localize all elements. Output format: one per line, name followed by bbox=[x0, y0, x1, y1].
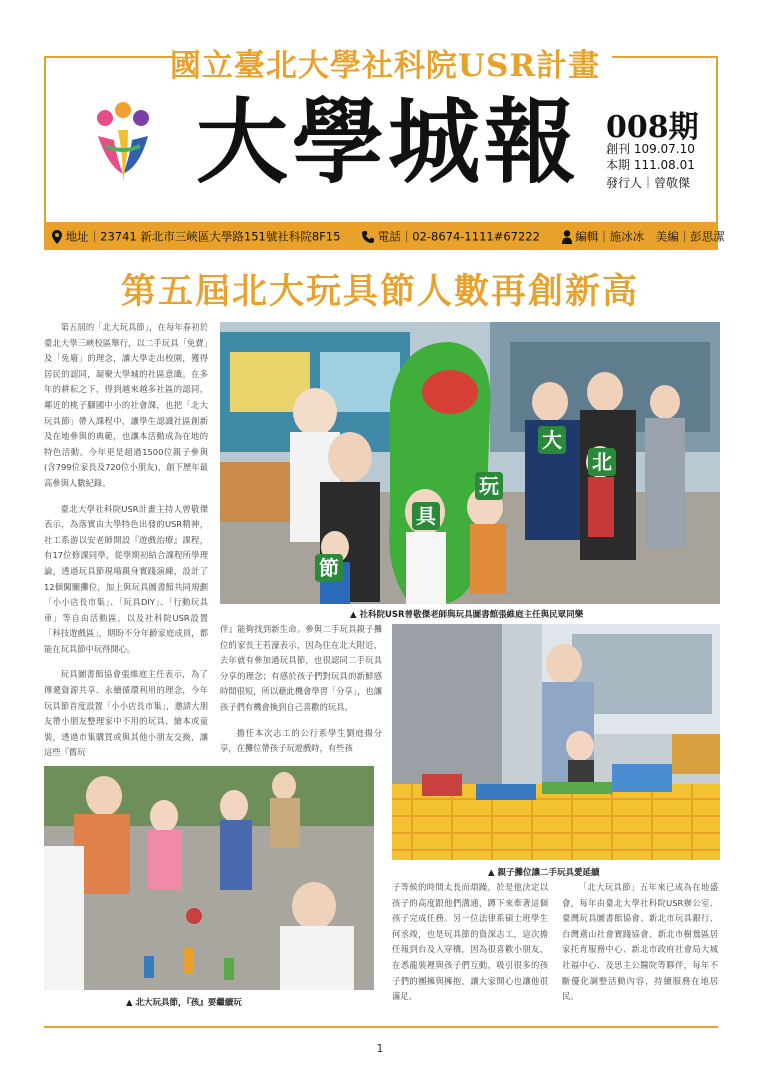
publisher: 發行人｜曾敬傑 bbox=[606, 176, 691, 190]
person-icon bbox=[562, 230, 572, 244]
article-paragraph: 子等候的時間太長而煩躁，於是他決定以孩子的高度跟他們溝通，蹲下來牽著這個孩子完成任務。另一位法律系碩士班學生何丞竣，也是玩具節的資深志工，這次擔任報到台及入穿構，因為很喜歡小朋友，在悉龍裝裡與孩子們互動，吸引很多的孩子們的團擁與擁抱，讓大家開心也讓他很滿足。 bbox=[392, 882, 548, 1002]
masthead-frame-left bbox=[44, 56, 46, 224]
editors: 編輯｜施冰冰 美編｜彭思潔 bbox=[575, 229, 725, 244]
phone-icon bbox=[362, 231, 374, 243]
article-headline: 第五屆北大玩具節人數再創新高 bbox=[120, 271, 639, 312]
article-paragraph: 「北大玩具節」五年來已成為在地盛會，每年由臺北大學社科院USR辦公室、臺灣玩具圖書館協會、新北市玩具銀行、台灣鳶山社會實踐協會、新北市樹鶯區居家托育服務中心、新北市政府社會局大城社福中心、及思主公醫院等夥伴，每年不斷優化調整活動內容，持續服務在地居民。 bbox=[562, 882, 718, 1002]
article-column-left bbox=[44, 320, 208, 761]
article-column-bottom-2 bbox=[562, 880, 718, 1005]
photo-middle-scene bbox=[392, 624, 720, 860]
address: 地址｜23741 新北市三峽區大學路151號社科院8F15 bbox=[65, 229, 341, 244]
photo-bottom-caption: ▲ 北大玩具節，『孩』要繼續玩 bbox=[126, 998, 242, 1008]
sign-char: 節 bbox=[315, 554, 343, 582]
usr-logo-icon bbox=[88, 96, 158, 192]
founded-date: 創刊 109.07.10 bbox=[606, 142, 695, 156]
sign-char: 大 bbox=[538, 426, 566, 454]
footer-divider bbox=[44, 1026, 718, 1028]
masthead-frame-top-right bbox=[612, 56, 718, 58]
article-paragraph: 擔任本次志工的公行系學生劉庭揚分享，在攤位帶孩子玩遊戲時，有些孩 bbox=[220, 727, 382, 754]
org-title: 國立臺北大學社科院USR計畫 bbox=[169, 48, 601, 84]
photo-middle bbox=[392, 624, 720, 860]
photo-bottom-scene bbox=[44, 766, 374, 990]
phone: 電話｜02-8674-1111#67222 bbox=[377, 229, 540, 244]
photo-middle-caption: ▲ 親子攤位讓二手玩具愛延續 bbox=[488, 868, 600, 878]
sign-char: 北 bbox=[588, 448, 616, 476]
info-bar bbox=[44, 222, 725, 250]
issue-number: 008期 bbox=[606, 110, 699, 145]
page-number: 1 bbox=[376, 1042, 384, 1055]
article-column-middle bbox=[220, 622, 382, 757]
photo-top-scene bbox=[220, 322, 720, 604]
issue-date: 本期 111.08.01 bbox=[606, 158, 695, 172]
photo-top-caption: ▲ 社科院USR曾敬傑老師與玩具圖書館張維庭主任與民眾同樂 bbox=[350, 610, 584, 620]
article-paragraph: 玩具圖書館協會張維庭主任表示，為了傳遞資源共享、永續循環利用的理念，今年玩具節首度設置「小小店長市集」，邀請大朋友帶小朋友整理家中不用的玩具、繪本或童裝，透過市集購買或與其他小朋友交換，讓這些『舊玩 bbox=[44, 669, 208, 758]
article-paragraph: 臺北大學社科院USR計畫主持人曾敬傑表示，為落實由大學特色出發的USR精神，社工系游以安老師開設『遊戲治療』課程，有17位修課同學，從學期初結合課程所學理論，透過玩具節現場親身實踐演練，設計了12個闖關攤位，加上與玩具圖書館共同規劃「小小店長市集」、「玩具DIY」、「行動玩具車」等自由活動區，以及社科院USR設置「科技遊戲區」，期盼不分年齡家庭成員，都能在玩具節中玩得開心。 bbox=[44, 503, 208, 654]
photo-bottom bbox=[44, 766, 374, 990]
masthead-frame-top-left bbox=[44, 56, 174, 58]
paper-name: 大學城報 bbox=[196, 88, 581, 196]
sign-char: 具 bbox=[412, 502, 440, 530]
masthead-frame-right bbox=[716, 56, 718, 224]
location-pin-icon bbox=[52, 230, 62, 244]
article-paragraph: 伴』能夠找到新生命。參與二手玩具親子攤位的家長王若濠表示，因為住在北大附近，去年就有參加過玩具節，也很認同二手玩具分享的理念；有感於孩子們對玩具的新鮮感時間很短，所以藉此機會學習「分享」，也讓孩子們有機會換到自己喜歡的玩具。 bbox=[220, 624, 382, 712]
photo-top bbox=[220, 322, 720, 604]
article-paragraph: 第五屆的「北大玩具節」，在每年春初於臺北大學三峽校區舉行，以二手玩具「免費」及「免廢」的理念，讓大學走出校園，獲得居民的認同，凝聚大學城的社區意識。在多年的耕耘之下，得到越來越多社區的認同，鄰近的桃子腳國中小的社會課，也把「北大玩具節」帶入課程中，讓學生認識社區創新及在地參與的典範，也讓本活動成為在地的特色活動。今年更是超過1500位親子參與(含799位家長及720位小朋友)，創下歷年最高參與人數紀錄。 bbox=[44, 322, 208, 488]
article-column-bottom-1 bbox=[392, 880, 548, 1005]
sign-char: 玩 bbox=[475, 472, 503, 500]
